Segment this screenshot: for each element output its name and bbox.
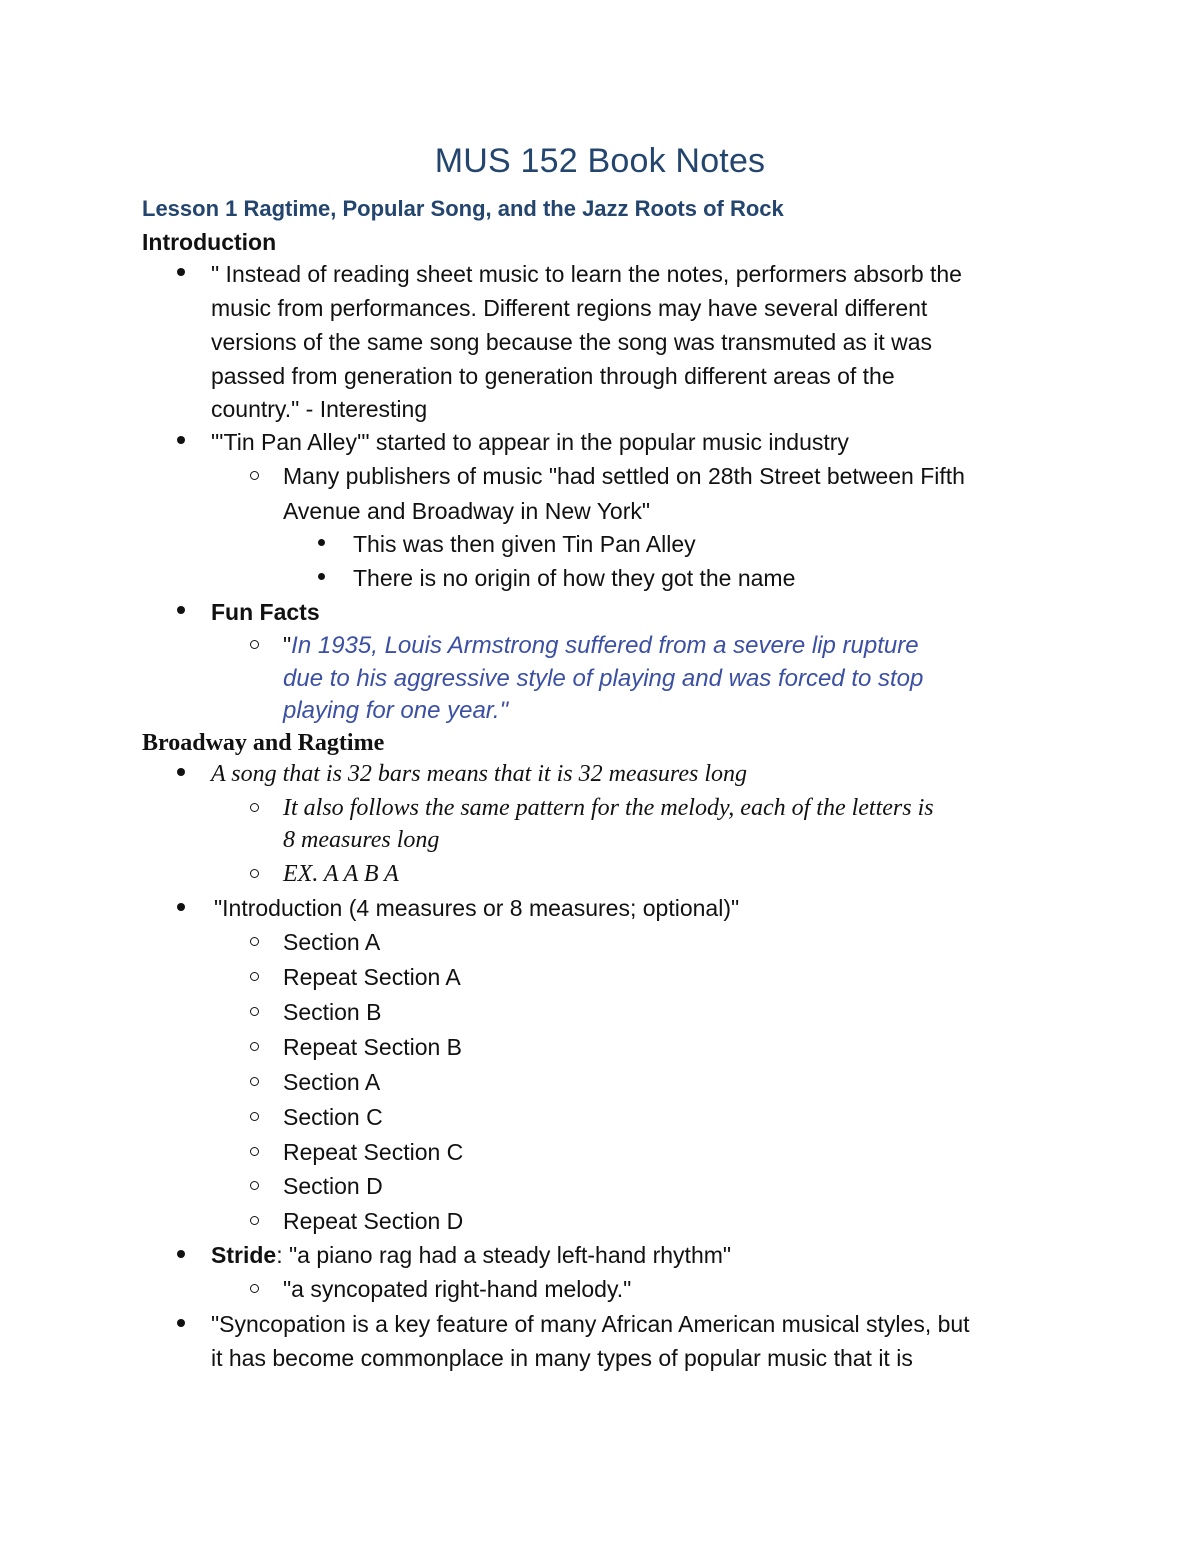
section-item: Section A: [283, 1069, 381, 1095]
section-item: Section B: [283, 999, 382, 1025]
syncopation-line-2: it has become commonplace in many types of popular music that it is: [211, 1345, 913, 1371]
bars-item: A song that is 32 bars means that it is 32 measures long: [211, 761, 748, 787]
syncopation-line-1: "Syncopation is a key feature of many African American musical styles, but: [211, 1311, 970, 1337]
pattern-line-1: It also follows the same pattern for the melody, each of the letters is: [283, 795, 934, 821]
bullet-icon: [318, 539, 325, 546]
section-item: Section D: [283, 1173, 383, 1199]
bullet-icon: [177, 606, 185, 614]
section-item: Repeat Section D: [283, 1208, 464, 1234]
armstrong-quote-1: In 1935, Louis Armstrong suffered from a severe lip rupture: [291, 632, 919, 659]
section-item: Repeat Section C: [283, 1139, 464, 1165]
section-item: Section A: [283, 929, 381, 955]
quote-open-mark: ": [283, 632, 292, 658]
lesson-heading: Lesson 1 Ragtime, Popular Song, and the Jazz Roots of Rock: [142, 196, 784, 221]
intro-quote-line-4: passed from generation to generation through different areas of the: [211, 363, 895, 389]
example-item: EX. A A B A: [283, 861, 399, 887]
section-item: Section C: [283, 1104, 383, 1130]
bullet-icon: [318, 573, 325, 580]
pattern-line-2: 8 measures long: [283, 827, 440, 853]
tin-pan-alley-item: "'Tin Pan Alley'" started to appear in the popular music industry: [211, 429, 849, 455]
introduction-structure: "Introduction (4 measures or 8 measures; optional)": [214, 895, 740, 921]
circle-bullet-icon: [250, 1284, 259, 1293]
intro-quote-line-3: versions of the same song because the song was transmuted as it was: [211, 329, 933, 355]
circle-bullet-icon: [250, 471, 259, 480]
publishers-line-1: Many publishers of music "had settled on 28th Street between Fifth: [283, 463, 965, 489]
given-name-item: This was then given Tin Pan Alley: [353, 531, 696, 557]
intro-quote-line-1: " Instead of reading sheet music to learn the notes, performers absorb the: [211, 261, 962, 287]
bullet-icon: [177, 1319, 185, 1327]
fun-facts-heading: Fun Facts: [211, 599, 320, 625]
section-item: Repeat Section B: [283, 1034, 463, 1060]
circle-bullet-icon: [250, 803, 259, 812]
circle-bullet-icon: [250, 1077, 259, 1086]
circle-bullet-icon: [250, 640, 259, 649]
broadway-heading: Broadway and Ragtime: [142, 730, 385, 756]
origin-item: There is no origin of how they got the name: [353, 565, 796, 591]
circle-bullet-icon: [250, 1147, 259, 1156]
circle-bullet-icon: [250, 1216, 259, 1225]
circle-bullet-icon: [250, 1007, 259, 1016]
page-title: MUS 152 Book Notes: [434, 142, 766, 180]
circle-bullet-icon: [250, 972, 259, 981]
quote-line-1: [283, 628, 919, 663]
stride-text: : "a piano rag had a steady left-hand rhythm": [276, 1242, 732, 1268]
intro-quote-line-5: country." - Interesting: [211, 396, 428, 422]
circle-bullet-icon: [250, 937, 259, 946]
intro-quote-line-2: music from performances. Different regions may have several different: [211, 295, 928, 321]
stride-item: [211, 1238, 731, 1272]
circle-bullet-icon: [250, 1042, 259, 1051]
bullet-icon: [177, 903, 185, 911]
circle-bullet-icon: [250, 1181, 259, 1190]
stride-label: Stride: [211, 1242, 277, 1268]
bullet-icon: [177, 436, 185, 444]
bullet-icon: [177, 1250, 185, 1258]
bullet-icon: [177, 268, 185, 276]
section-item: Repeat Section A: [283, 964, 461, 990]
publishers-line-2: Avenue and Broadway in New York": [283, 498, 651, 524]
syncopated-item: "a syncopated right-hand melody.": [283, 1276, 632, 1302]
circle-bullet-icon: [250, 869, 259, 878]
introduction-heading: Introduction: [142, 229, 277, 255]
armstrong-quote-2: due to his aggressive style of playing and was forced to stop: [283, 665, 924, 692]
bullet-icon: [177, 768, 185, 776]
armstrong-quote-3: playing for one year.": [283, 697, 509, 724]
circle-bullet-icon: [250, 1112, 259, 1121]
